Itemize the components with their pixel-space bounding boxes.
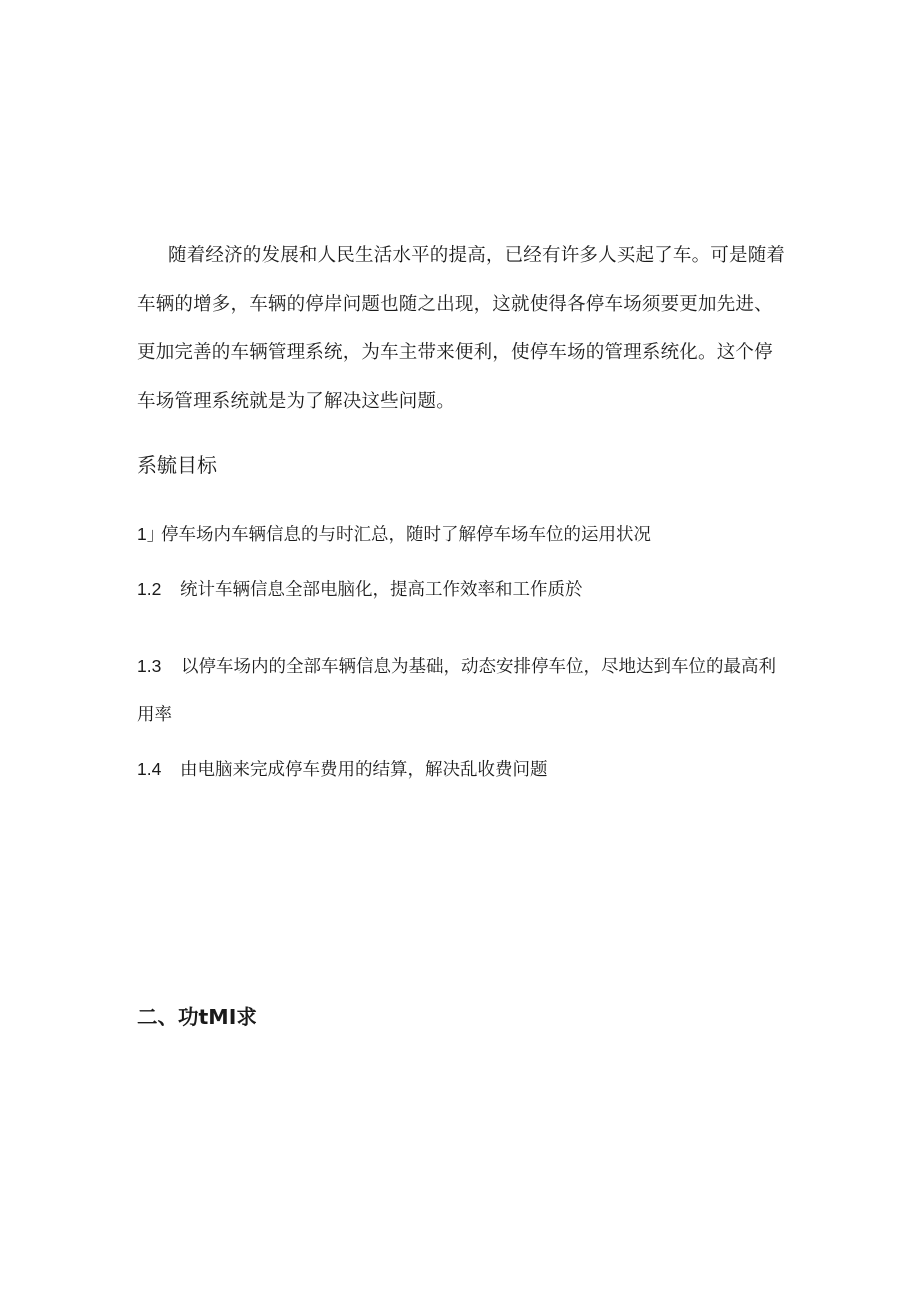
goal-item-text: 停车场内车辆信息的与时汇总，随时了解停车场车位的运用状况 [161, 525, 651, 545]
goal-item-number: 1.4 [137, 759, 162, 779]
goal-item-text: 以停车场内的全部车辆信息为基础，动态安排停车位，尽地达到车位的最高利用率 [137, 657, 776, 725]
goals-heading: 系毓目标 [137, 453, 217, 477]
goal-item-number: 1」 [137, 524, 165, 544]
goal-item-number: 1.3 [137, 656, 162, 676]
goal-item [137, 510, 787, 559]
goal-item-text: 由电脑来完成停车费用的结算，解决乱收费问题 [180, 760, 548, 780]
goal-item [137, 745, 787, 794]
goal-item [137, 642, 787, 739]
section-title: 二、功tMI求 [137, 1005, 257, 1029]
intro-paragraph: 随着经济的发展和人民生活水平的提高，已经有许多人买起了车。可是随着车辆的增多，车辆的停岸问题也随之出现，这就使得各停车场须要更加先进、更加完善的车辆管理系统，为车主带来便利，使停车场的管理系统化。这个停车场管理系统就是为了解决这些问题。 [137, 245, 786, 412]
goal-item-text: 统计车辆信息全部电脑化，提高工作效率和工作质於 [180, 580, 583, 600]
goal-item-number: 1.2 [137, 579, 162, 599]
goal-item [137, 565, 787, 614]
